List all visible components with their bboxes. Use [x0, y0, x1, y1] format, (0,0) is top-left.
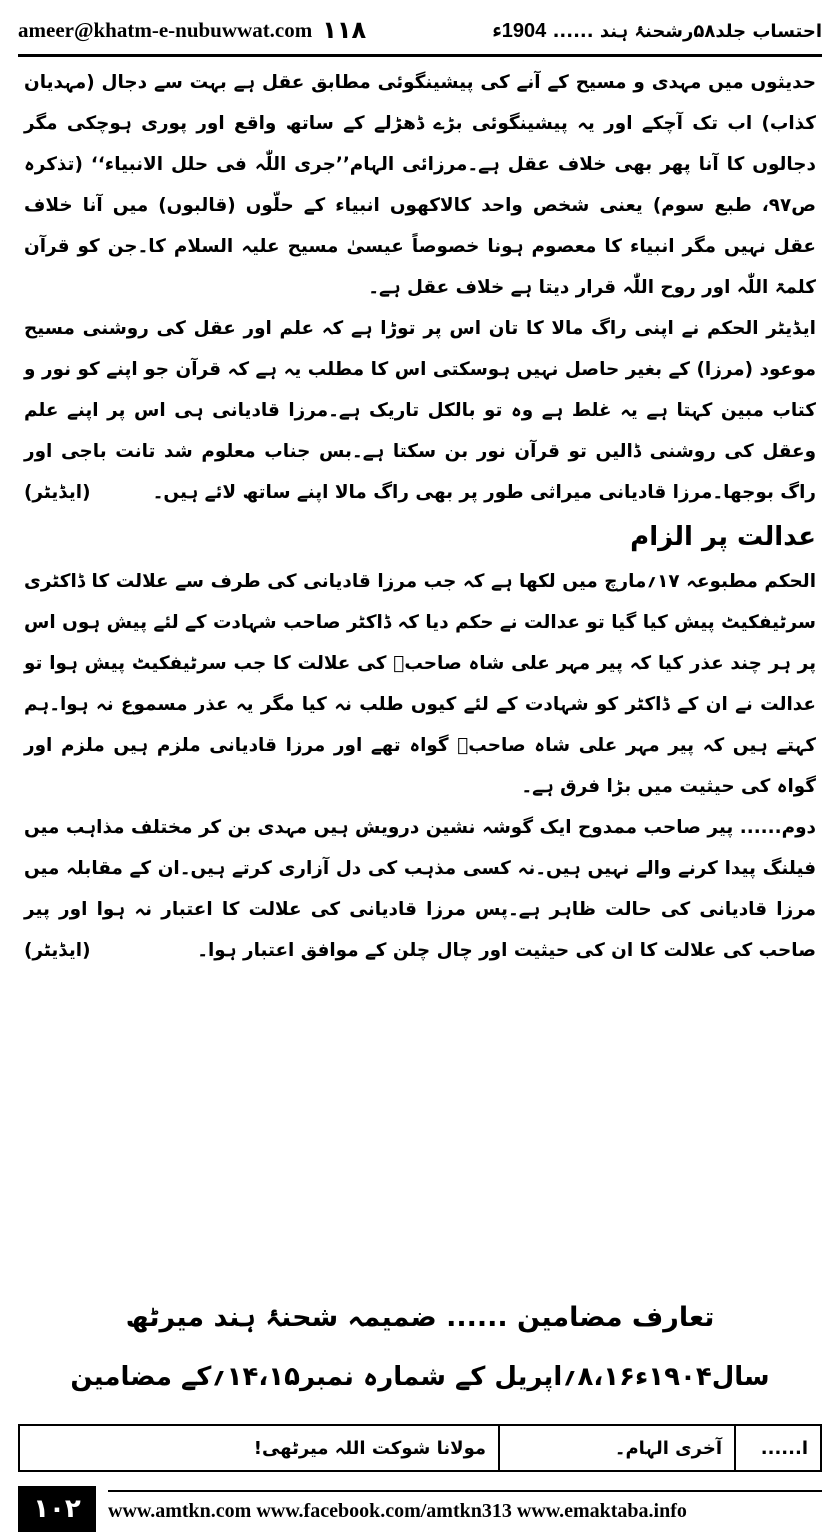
header-year: 1904ء — [492, 19, 547, 42]
page-header — [18, 10, 822, 50]
page-footer — [18, 1486, 822, 1532]
paragraph-1-text: حدیثوں میں مہدی و مسیح کے آنے کی پیشینگوئی مطابق عقل ہے بہت سے دجال (مہدیان کذاب) اب تک آچکے اور یہ پیشینگوئی بڑے ڈھڑلے کے ساتھ واقع اور پوری ہوچکی مگر دجالوں کا آنا پھر بھی خلاف عقل ہے۔مرزائی الہام’’جری اللّٰہ فی حلل الانبیاء‘‘ (تذکرہ ص۹۷، طبع سوم) یعنی شخص واحد کالاکھوں انبیاء کے حلّوں (قالبوں) میں آنا خلاف عقل نہیں مگر انبیاء کا معصوم ہونا خصوصاً عیسیٰ مسیح علیہ السلام کا۔جن کو قرآن کلمۃ اللّٰہ اور روح اللّٰہ قرار دیتا ہے خلاف عقل ہے۔ — [24, 72, 816, 298]
paragraph-2-text: ایڈیٹر الحکم نے اپنی راگ مالا کا تان اس پر توڑا ہے کہ علم اور عقل کی روشنی مسیح موعود (مرزا) کے بغیر حاصل نہیں ہوسکتی اس کا مطلب یہ ہے کہ قرآن جو اپنے کو نور و کتاب مبین کہتا ہے یہ غلط ہے وہ تو بالکل تاریک ہے۔مرزا قادیانی ہی اس پر اپنے علم وعقل کی روشنی ڈالیں تو قرآن نور بن سکتا ہے۔بس جناب معلوم شد تانت باجی اور راگ بوجھا۔مرزا قادیانی میراثی طور پر بھی راگ مالا اپنے ساتھ لائے ہیں۔ — [24, 318, 816, 503]
header-rule — [18, 54, 822, 57]
contents-subtitle: سال۱۹۰۴ء۸،۱۶؍اپریل کے شمارہ نمبر۱۴،۱۵؍کے مضامین — [70, 1362, 770, 1392]
contents-title: تعارف مضامین ...... ضمیمہ شحنۂ ہند میرٹھ — [125, 1302, 715, 1333]
editor-signature-1: (ایڈیٹر) — [24, 482, 91, 503]
paragraph-3-text: الحکم مطبوعہ ۱۷؍مارچ میں لکھا ہے کہ جب مرزا قادیانی کی طرف سے علالت کا ڈاکٹری سرٹیفکیٹ پیش کیا گیا تو عدالت نے حکم دیا کہ ڈاکٹر صاحب شہادت کے لئے پیش ہوں اس پر ہر چند عذر کیا کہ پیر مہر علی شاہ صاحبؒ کی علالت کا جب سرٹیفکیٹ پیش ہوا تو عدالت نے ان کے ڈاکٹر کو شہادت کے لئے کیوں طلب نہ کیا مگر یہ عذر مسموع نہ ہوا۔ہم کہتے ہیں کہ پیر مہر علی شاہ صاحبؒ گواہ تھے اور مرزا قادیانی ملزم ہیں ملزم اور گواہ کی حیثیت میں بڑا فرق ہے۔ — [24, 571, 816, 797]
paragraph-1 — [24, 62, 816, 308]
editor-signature-2: (ایڈیٹر) — [24, 940, 91, 961]
section-heading: عدالت پر الزام — [630, 522, 816, 552]
paragraph-4 — [24, 807, 816, 971]
toc-number: ا...... — [734, 1426, 822, 1470]
paragraph-3 — [24, 561, 816, 807]
header-book-ref: احتساب جلد۵۸رشحنۂ ہند ...... — [552, 20, 822, 42]
main-content — [24, 62, 816, 971]
header-page-number: ۱۱۸ — [322, 16, 367, 44]
header-left — [18, 16, 366, 44]
paragraph-2 — [24, 308, 816, 513]
toc-author: مولانا شوکت اللہ میرٹھی! — [18, 1426, 498, 1470]
footer-links[interactable]: www.amtkn.com www.facebook.com/amtkn313 www.emaktaba.info — [108, 1490, 822, 1523]
toc-title: آخری الہام۔ — [498, 1426, 734, 1470]
header-book-reference — [492, 18, 822, 43]
paragraph-4-text: دوم...... پیر صاحب ممدوح ایک گوشہ نشین درویش ہیں مہدی بن کر مختلف مذاہب میں فیلنگ پیدا کرنے والے نہیں ہیں۔نہ کسی مذہب کی دل آزاری کرتے ہیں۔ان کے مقابلہ میں مرزا قادیانی کی حالت ظاہر ہے۔پس مرزا قادیانی کی علالت کا اعتبار نہ ہوا اور پیر صاحب کی علالت کا ان کی حیثیت اور چال چلن کے موافق اعتبار ہوا۔ — [24, 817, 816, 961]
toc-row — [18, 1424, 822, 1472]
footer-page-number: ۱۰۲ — [18, 1486, 96, 1532]
header-email[interactable]: ameer@khatm-e-nubuwwat.com — [18, 17, 313, 42]
